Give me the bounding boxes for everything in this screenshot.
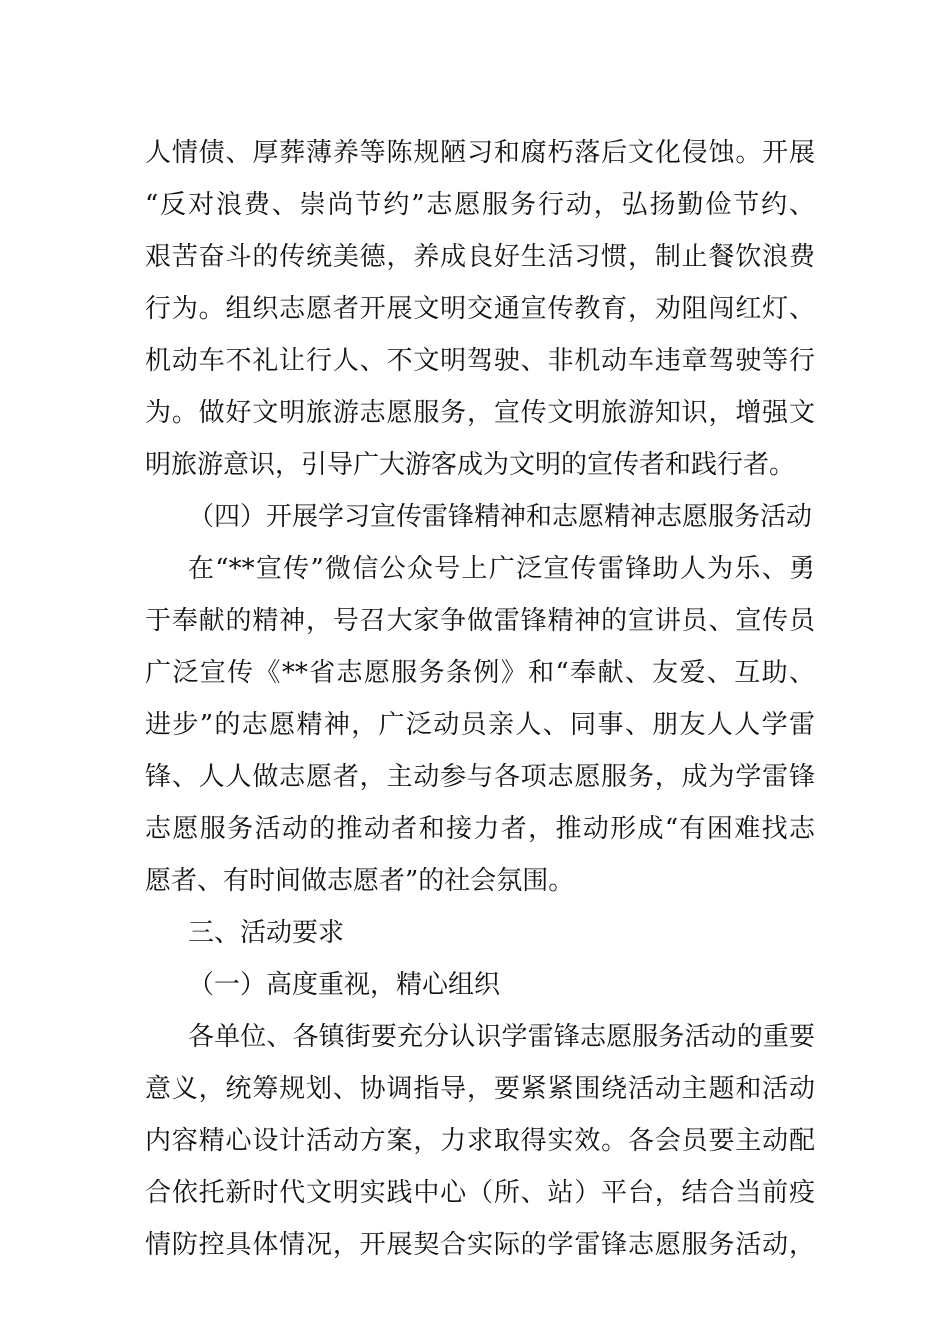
paragraph-2-line-4: 进步”的志愿精神，广泛动员亲人、同事、朋友人人学雷: [145, 710, 815, 740]
paragraph-2-line-6: 志愿服务活动的推动者和接力者，推动形成“有困难找志: [145, 814, 815, 844]
paragraph-1-line-4: 行为。组织志愿者开展文明交通宣传教育，劝阻闯红灯、: [145, 294, 815, 324]
paragraph-3-line-4: 合依托新时代文明实践中心（所、站）平台，结合当前疫: [145, 1178, 815, 1208]
paragraph-3-line-3: 内容精心设计活动方案，力求取得实效。各会员要主动配: [145, 1126, 815, 1156]
paragraph-2-line-5: 锋、人人做志愿者，主动参与各项志愿服务，成为学雷锋: [145, 762, 815, 792]
paragraph-3-line-5: 情防控具体情况，开展契合实际的学雷锋志愿服务活动，: [145, 1230, 815, 1260]
paragraph-1-line-7: 明旅游意识，引导广大游客成为文明的宣传者和践行者。: [145, 450, 796, 480]
paragraph-3-line-1: 各单位、各镇街要充分认识学雷锋志愿服务活动的重要: [188, 1022, 815, 1052]
paragraph-1-line-1: 人情债、厚葬薄养等陈规陋习和腐朽落后文化侵蚀。开展: [145, 138, 815, 168]
paragraph-1-line-3: 艰苦奋斗的传统美德，养成良好生活习惯，制止餐饮浪费: [145, 242, 815, 272]
paragraph-2-line-2: 于奉献的精神，号召大家争做雷锋精神的宣讲员、宣传员: [145, 606, 815, 636]
paragraph-2-line-1: 在“**宣传”微信公众号上广泛宣传雷锋助人为乐、勇: [188, 554, 815, 584]
paragraph-2-line-3: 广泛宣传《**省志愿服务条例》和“奉献、友爱、互助、: [145, 658, 815, 688]
heading-section-4: （四）开展学习宣传雷锋精神和志愿精神志愿服务活动: [188, 502, 813, 532]
paragraph-1-line-2: “反对浪费、崇尚节约”志愿服务行动，弘扬勤俭节约、: [145, 190, 815, 220]
paragraph-1-line-6: 为。做好文明旅游志愿服务，宣传文明旅游知识，增强文: [145, 398, 815, 428]
paragraph-2-line-7: 愿者、有时间做志愿者”的社会氛围。: [145, 866, 575, 896]
section-3-heading: 三、活动要求: [188, 918, 345, 948]
paragraph-1-line-5: 机动车不礼让行人、不文明驾驶、非机动车违章驾驶等行: [145, 346, 815, 376]
paragraph-3-line-2: 意义，统筹规划、协调指导，要紧紧围绕活动主题和活动: [145, 1074, 815, 1104]
subheading-1: （一）高度重视，精心组织: [188, 970, 501, 1000]
